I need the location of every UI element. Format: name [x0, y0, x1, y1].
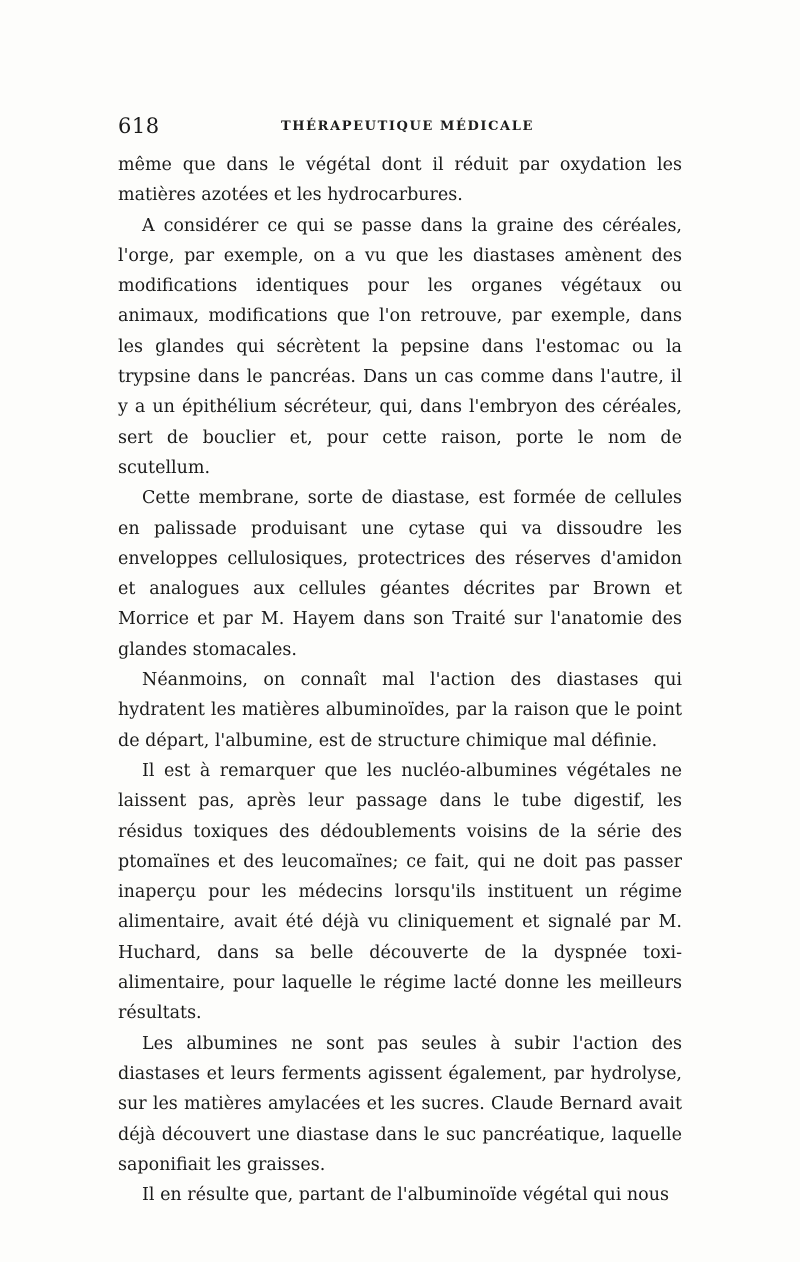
- page-number: 618: [118, 114, 160, 138]
- paragraph: Il en résulte que, partant de l'albuminoïde végétal qui nous: [142, 1185, 669, 1206]
- page-header: [118, 114, 682, 140]
- body-text: [118, 150, 682, 1210]
- paragraph: Cette membrane, sorte de diastase, est formée de cellules en palissade produisant une cytase qui va dissoudre les enveloppes cellulosiques, protectrices des réserves d'amidon et analogues aux cellules géantes décrites par Brown et Morrice et par M. Hayem dans son Traité sur l'anatomie des glandes stomacales.: [118, 488, 682, 660]
- paragraph: Il est à remarquer que les nucléo-albumines végétales ne laissent pas, après leur passage dans le tube digestif, les résidus toxiques des dédoublements voisins de la série des ptomaïnes et des leucomaïnes; ce fait, qui ne doit pas passer inaperçu pour les médecins lorsqu'ils instituent un régime alimentaire, avait été déjà vu cliniquement et signalé par M. Huchard, dans sa belle découverte de la dyspnée toxi-alimentaire, pour laquelle le régime lacté donne les meilleurs résultats.: [118, 760, 682, 1024]
- running-title: THÉRAPEUTIQUE MÉDICALE: [281, 119, 534, 134]
- paragraph: Les albumines ne sont pas seules à subir l'action des diastases et leurs ferments agissent également, par hydrolyse, sur les matières amylacées et les sucres. Claude Bernard avait déjà découvert une diastase dans le suc pancréatique, laquelle saponifiait les graisses.: [118, 1033, 682, 1175]
- paragraph: A considérer ce qui se passe dans la graine des céréales, l'orge, par exemple, on a vu que les diastases amènent des modifications identiques pour les organes végétaux ou animaux, modifications que l'on retrouve, par exemple, dans les glandes qui sécrètent la pepsine dans l'estomac ou la trypsine dans le pancréas. Dans un cas comme dans l'autre, il y a un épithélium sécréteur, qui, dans l'embryon des céréales, sert de bouclier et, pour cette raison, porte le nom de scutellum.: [118, 215, 682, 478]
- paragraph: même que dans le végétal dont il réduit par oxydation les matières azotées et les hydrocarbures.: [118, 155, 682, 206]
- paragraph: Néanmoins, on connaît mal l'action des diastases qui hydratent les matières albuminoïdes, par la raison que le point de départ, l'albumine, est de structure chimique mal définie.: [118, 670, 682, 751]
